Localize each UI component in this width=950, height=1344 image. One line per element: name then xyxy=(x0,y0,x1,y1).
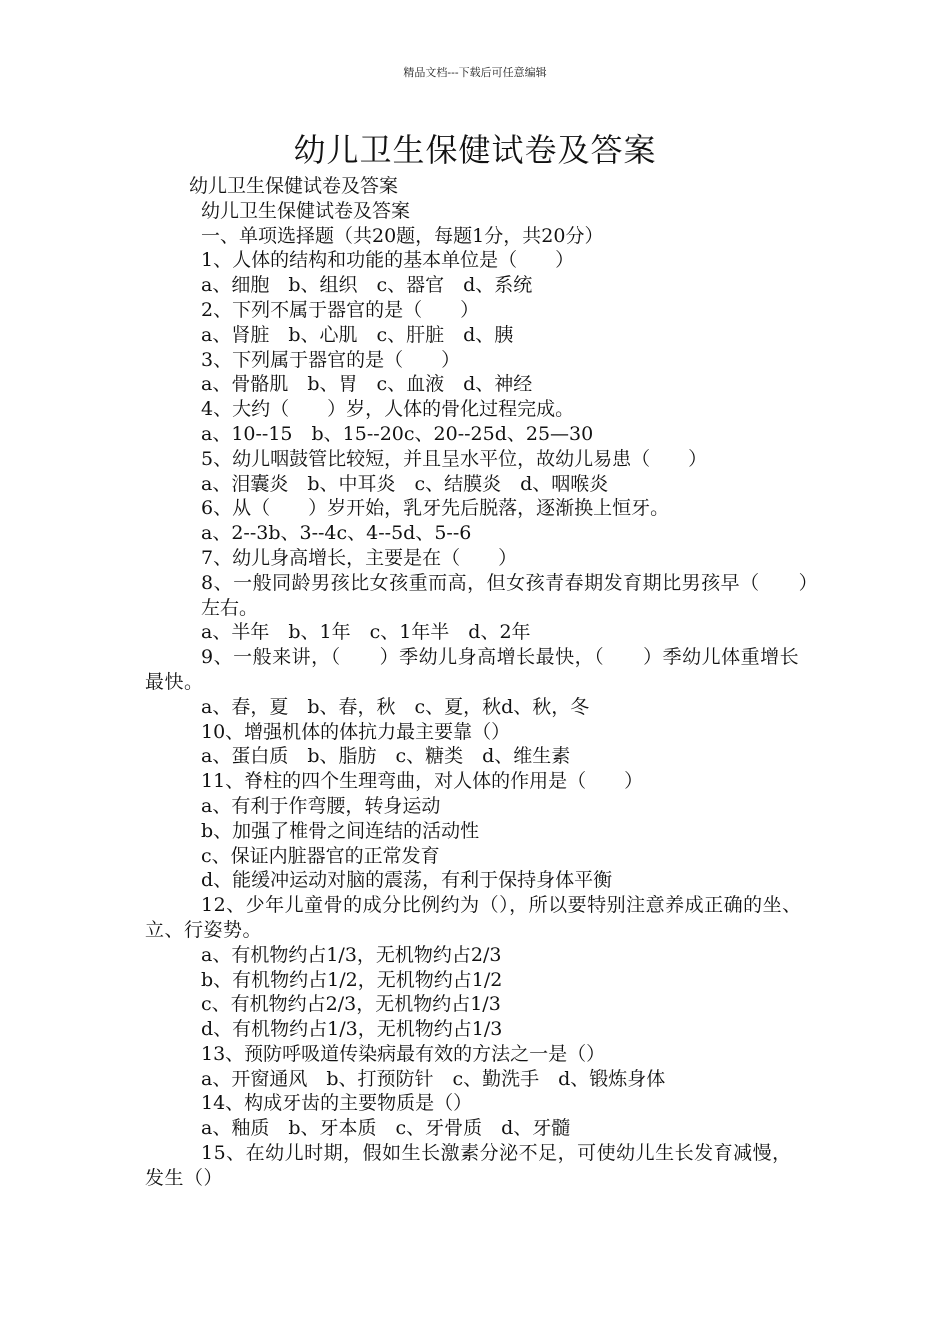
text-line: a、春，夏 b、春，秋 c、夏，秋d、秋，冬 xyxy=(201,695,590,718)
text-line: 14、构成牙齿的主要物质是（） xyxy=(201,1092,473,1115)
text-line: 一、单项选择题（共20题，每题1分，共20分） xyxy=(201,224,604,247)
text-line: 9、一般来讲，（ ）季幼儿身高增长最快，（ ）季幼儿体重增长最快。 xyxy=(145,646,800,693)
text-line: a、10--15 b、15--20c、20--25d、25—30 xyxy=(201,422,594,445)
text-line: a、蛋白质 b、脂肪 c、糖类 d、维生素 xyxy=(201,745,571,768)
page-header: 精品文档---下载后可任意编辑 xyxy=(403,66,547,79)
text-line: 5、幼儿咽鼓管比较短，并且呈水平位，故幼儿易患（ ） xyxy=(201,447,708,470)
text-line: 12、少年儿童骨的成分比例约为（），所以要特别注意养成正确的坐、立、行姿势。 xyxy=(145,894,802,941)
text-line: b、加强了椎骨之间连结的活动性 xyxy=(201,819,480,842)
text-line: a、2--3b、3--4c、4--5d、5--6 xyxy=(201,522,472,545)
text-line: d、能缓冲运动对脑的震荡，有利于保持身体平衡 xyxy=(201,869,613,892)
text-line: 左右。 xyxy=(201,596,259,619)
text-line: b、有机物约占1/2，无机物约占1/2 xyxy=(201,968,503,991)
text-line: a、有机物约占1/3，无机物约占2/3 xyxy=(201,943,502,966)
text-line: a、骨骼肌 b、胃 c、血液 d、神经 xyxy=(201,373,533,396)
text-line: 7、幼儿身高增长，主要是在（ ） xyxy=(201,546,518,569)
text-line: c、有机物约占2/3，无机物约占1/3 xyxy=(201,993,501,1016)
text-line: 幼儿卫生保健试卷及答案 xyxy=(201,199,411,222)
text-line: a、有利于作弯腰，转身运动 xyxy=(201,794,441,817)
text-line: c、保证内脏器官的正常发育 xyxy=(201,844,440,867)
text-line: 6、从（ ）岁开始，乳牙先后脱落，逐渐换上恒牙。 xyxy=(201,497,670,520)
text-line: 11、脊柱的四个生理弯曲，对人体的作用是（ ） xyxy=(201,770,644,793)
text-line: 幼儿卫生保健试卷及答案 xyxy=(189,175,399,197)
text-line: 15、在幼儿时期，假如生长激素分泌不足，可使幼儿生长发育减慢，发生（） xyxy=(145,1142,792,1189)
text-line: 8、一般同龄男孩比女孩重而高，但女孩青春期发育期比男孩早（ ） xyxy=(201,571,819,594)
text-line: a、半年 b、1年 c、1年半 d、2年 xyxy=(201,621,531,644)
text-line: 2、下列不属于器官的是（ ） xyxy=(201,298,480,321)
text-line: a、细胞 b、组织 c、器官 d、系统 xyxy=(201,274,533,297)
text-line: a、开窗通风 b、打预防针 c、勤洗手 d、锻炼身体 xyxy=(201,1067,666,1090)
text-line: d、有机物约占1/3，无机物约占1/3 xyxy=(201,1018,503,1041)
text-line: 13、预防呼吸道传染病最有效的方法之一是（） xyxy=(201,1042,606,1065)
text-line: 1、人体的结构和功能的基本单位是（ ） xyxy=(201,249,575,272)
text-line: 3、下列属于器官的是（ ） xyxy=(201,348,461,371)
document-body xyxy=(145,174,819,1191)
document-title: 幼儿卫生保健试卷及答案 xyxy=(293,131,657,169)
text-line: a、釉质 b、牙本质 c、牙骨质 d、牙髓 xyxy=(201,1117,571,1140)
text-line: a、肾脏 b、心肌 c、肝脏 d、胰 xyxy=(201,323,514,346)
text-line: a、泪囊炎 b、中耳炎 c、结膜炎 d、咽喉炎 xyxy=(201,472,609,495)
text-line: 10、增强机体的体抗力最主要靠（） xyxy=(201,720,511,743)
text-line: 4、大约（ ）岁，人体的骨化过程完成。 xyxy=(201,398,575,421)
